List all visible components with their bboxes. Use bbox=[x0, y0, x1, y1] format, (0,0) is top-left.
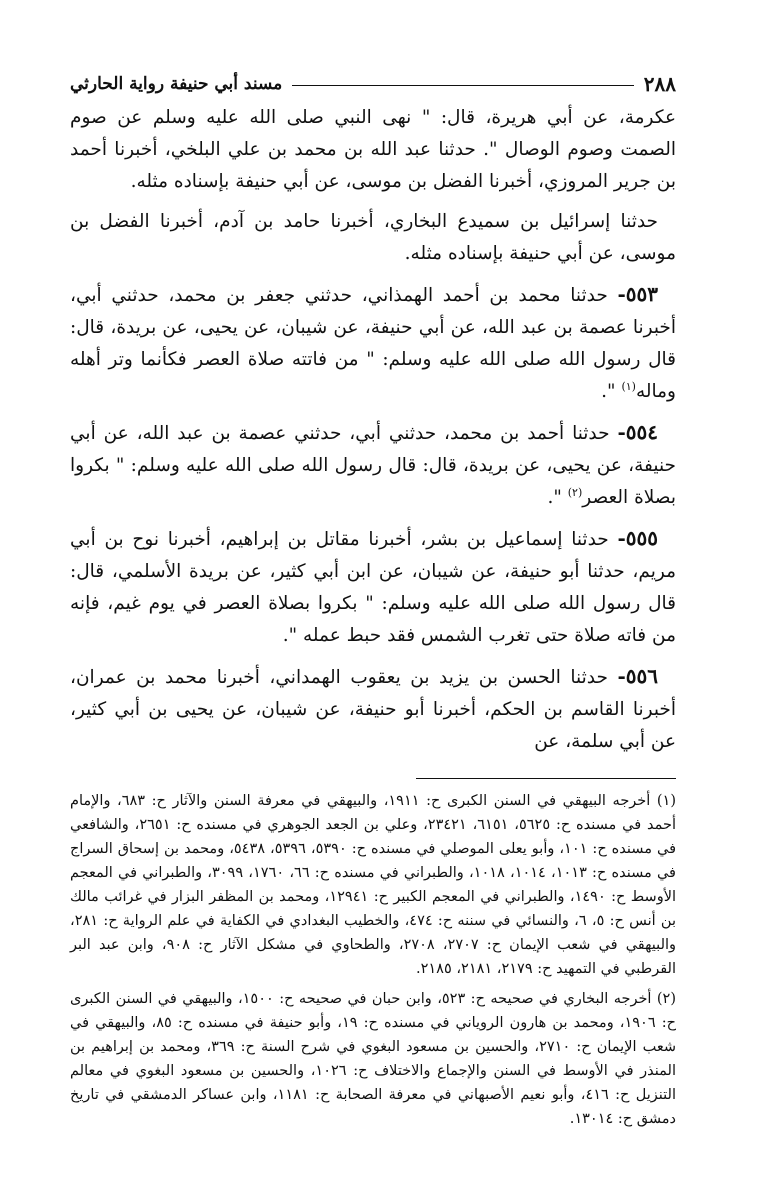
paragraph-isnad: حدثنا إسرائيل بن سميدع البخاري، أخبرنا حامد بن آدم، أخبرنا الفضل بن موسى، عن أبي حنيفة بإسناده مثله. bbox=[70, 211, 676, 264]
hadith-554 bbox=[70, 416, 676, 514]
hadith-number: ٥٥٦- bbox=[617, 664, 658, 688]
main-text bbox=[70, 102, 676, 758]
footnote-ref-1[interactable]: (١) bbox=[621, 379, 636, 393]
hadith-text-end: ". bbox=[601, 381, 622, 402]
hadith-text: حدثنا أحمد بن محمد، حدثني أبي، حدثني عصمة بن عبد الله، عن أبي حنيفة، عن يحيى، عن بريدة، قال: قال رسول الله صلى الله عليه وسلم: " بكروا بصلاة العصر bbox=[70, 423, 676, 508]
paragraph-continuation: عكرمة، عن أبي هريرة، قال: " نهى النبي صلى الله عليه وسلم عن صوم الصمت وصوم الوصال ". حدثنا عبد الله بن محمد بن علي البلخي، أخبرنا أحمد بن جرير المروزي، أخبرنا الفضل بن موسى، عن أبي حنيفة بإسناده مثله. bbox=[70, 107, 676, 192]
running-header bbox=[70, 72, 676, 96]
hadith-text: حدثنا محمد بن أحمد الهمذاني، حدثني جعفر بن محمد، حدثني أبي، أخبرنا عصمة بن عبد الله، عن أبي حنيفة، عن شيبان، عن يحيى، عن بريدة، قال: قال رسول الله صلى الله عليه وسلم: " من فاتته صلاة العصر فكأنما وتر أهله وماله bbox=[70, 285, 676, 402]
hadith-556 bbox=[70, 660, 676, 758]
footnote-2: (٢) أخرجه البخاري في صحيحه ح: ٥٢٣، وابن حبان في صحيحه ح: ١٥٠٠، والبيهقي في السنن الكبرى ح: ١٩٠٦، ومحمد بن هارون الروياني في مسنده ح: ١٩، وأبو حنيفة في مسنده ح: ٨٥، والبيهقي في شعب الإيمان ح: ٢٧١٠، والحسين بن مسعود البغوي في شرح السنة ح: ٣٦٩، ومحمد بن إبراهيم بن المنذر في الأوسط في السنن والإجماع والاختلاف ح: ١٠٢٦، والحسين بن مسعود البغوي في معالم التنزيل ح: ٤١٦، وأبو نعيم الأصبهاني في معرفة الصحابة ح: ١١٨١، وابن عساكر الدمشقي في تاريخ دمشق ح: ١٣٠١٤. bbox=[70, 991, 676, 1127]
hadith-number: ٥٥٣- bbox=[617, 282, 658, 306]
hadith-555 bbox=[70, 522, 676, 652]
book-title: مسند أبي حنيفة رواية الحارثي bbox=[70, 74, 283, 94]
footnote-separator bbox=[416, 778, 676, 779]
hadith-text: حدثنا إسماعيل بن بشر، أخبرنا مقاتل بن إبراهيم، أخبرنا نوح بن أبي مريم، حدثنا أبو حنيفة، عن شيبان، عن ابن أبي كثير، عن بريدة الأسلمي، قال: قال رسول الله صلى الله عليه وسلم: " بكروا بصلاة العصر في يوم غيم، فإنه من فاته صلاة حتى تغرب الشمس فقد حبط عمله ". bbox=[70, 529, 676, 646]
hadith-number: ٥٥٤- bbox=[617, 420, 658, 444]
hadith-553 bbox=[70, 278, 676, 408]
footnote-ref-2[interactable]: (٢) bbox=[567, 485, 583, 499]
footnotes bbox=[70, 789, 676, 1131]
hadith-text: حدثنا الحسن بن يزيد بن يعقوب الهمداني، أخبرنا محمد بن عمران، أخبرنا القاسم بن الحكم، أخبرنا أبو حنيفة، عن شيبان، عن يحيى بن أبي كثير، عن أبي سلمة، عن bbox=[70, 667, 676, 752]
header-rule bbox=[292, 85, 634, 86]
hadith-text-end: ". bbox=[547, 487, 568, 508]
page-number: ٢٨٨ bbox=[643, 72, 676, 96]
hadith-number: ٥٥٥- bbox=[617, 526, 658, 550]
footnote-1: (١) أخرجه البيهقي في السنن الكبرى ح: ١٩١١، والبيهقي في معرفة السنن والآثار ح: ٦٨٣، والإمام أحمد في مسنده ح: ٥٦٢٥، ٦١٥١، ٢٣٤٢١، وعلي بن الجعد الجوهري في مسنده ح: ٢٦٥١، والشافعي في مسنده ح: ١٠١، وأبو يعلى الموصلي في مسنده ح: ٥٣٩٠، ٥٣٩٦، ٥٤٣٨، ومحمد بن إسحاق السراج في مسنده ح: ١٠١٣، ١٠١٤، ١٠١٨، والطبراني في مسنده ح: ٦٦، ١٧٦٠، ٣٠٩٩، والطبراني في المعجم الأوسط ح: ١٤٩٠، والطبراني في المعجم الكبير ح: ١٢٩٤١، ومحمد بن المظفر البزار في غرائب مالك بن أنس ح: ٥، ٦، والنسائي في سننه ح: ٤٧٤، والخطيب البغدادي في الكفاية في علم الرواية ح: ٢٨١، والبيهقي في شعب الإيمان ح: ٢٧٠٧، ٢٧٠٨، والطحاوي في مشكل الآثار ح: ٩٠٨، وابن عبد البر القرطبي في التمهيد ح: ٢١٧٩، ٢١٨١، ٢١٨٥. bbox=[70, 793, 677, 977]
